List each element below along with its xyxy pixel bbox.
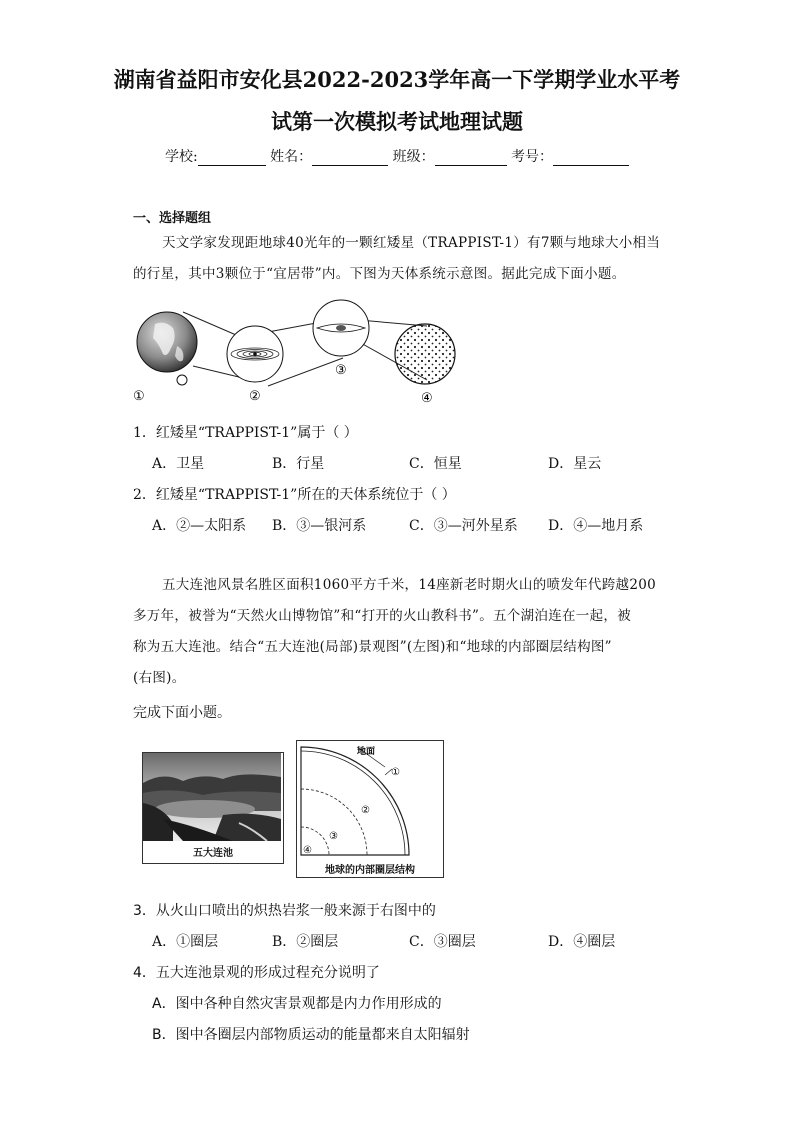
question-3-stem: 3．从火山口喷出的炽热岩浆一般来源于右图中的 [133, 903, 436, 919]
passage2-line4: (右图)。 [133, 670, 186, 686]
class-blank[interactable] [435, 151, 507, 166]
galaxy-icon [313, 300, 369, 356]
solar-system-icon [227, 326, 283, 382]
q3-option-d[interactable]: D．④圈层 [548, 934, 616, 950]
figure1-label-4: ④ [421, 391, 433, 406]
universe-icon [395, 324, 455, 384]
q3-option-b[interactable]: B．②圈层 [272, 934, 339, 950]
wudalianchi-photo-frame [142, 752, 284, 864]
name-blank[interactable] [312, 151, 388, 166]
layer-label-3: ③ [329, 831, 338, 842]
q1-option-c[interactable]: C．恒星 [409, 456, 462, 472]
q4-option-a[interactable]: A．图中各种自然灾害景观都是内力作用形成的 [152, 996, 442, 1012]
wudalianchi-landscape-image [143, 753, 281, 841]
earth-layers-diagram-frame [296, 740, 444, 878]
q1-option-b[interactable]: B．行星 [272, 456, 325, 472]
q1-option-d[interactable]: D．星云 [548, 456, 602, 472]
passage2-line1: 五大连池风景名胜区面积1060平方千米，14座新老时期火山的喷发年代跨越200 [162, 577, 657, 593]
passage1-line2: 的行星，其中3颗位于“宜居带”内。下图为天体系统示意图。据此完成下面小题。 [133, 266, 626, 282]
surface-label: 地面 [357, 747, 376, 757]
passage2-line3: 称为五大连池。结合“五大连池(局部)景观图”(左图)和“地球的内部圈层结构图” [133, 639, 612, 655]
q1-option-a[interactable]: A．卫星 [152, 456, 205, 472]
moon-icon [177, 375, 187, 385]
exam-no-label: 考号： [511, 149, 554, 165]
q2-option-a[interactable]: A．②—太阳系 [152, 518, 247, 534]
question-4-stem: 4．五大连池景观的形成过程充分说明了 [133, 965, 380, 981]
earth-globe-icon [137, 312, 197, 372]
passage1-line1: 天文学家发现距地球40光年的一颗红矮星（TRAPPIST-1）有7颗与地球大小相当 [162, 235, 661, 251]
school-label: 学校: [164, 149, 198, 165]
figure1-label-1: ① [133, 389, 145, 404]
passage2-line5: 完成下面小题。 [133, 705, 231, 721]
class-label: 班级： [392, 149, 435, 165]
student-info-line [0, 146, 794, 166]
photo-caption: 五大连池 [193, 848, 233, 859]
celestial-system-figure [133, 296, 473, 408]
q4-option-b[interactable]: B．图中各圈层内部物质运动的能量都来自太阳辐射 [152, 1027, 470, 1043]
question-2-stem: 2．红矮星“TRAPPIST-1”所在的天体系统位于（ ） [133, 487, 456, 503]
name-label: 姓名： [270, 149, 313, 165]
section-heading: 一、选择题组 [133, 211, 212, 226]
earth-layers-diagram [297, 741, 443, 859]
q3-option-c[interactable]: C．③圈层 [409, 934, 476, 950]
page-title: 湖南省益阳市安化县2022-2023学年高一下学期学业水平考 [113, 67, 681, 92]
exam-no-blank[interactable] [553, 151, 629, 166]
passage2-line2: 多万年，被誉为“天然火山博物馆”和“打开的火山教科书”。五个湖泊连在一起，被 [133, 608, 632, 624]
q2-option-c[interactable]: C．③—河外星系 [409, 518, 518, 534]
q3-option-a[interactable]: A．①圈层 [152, 934, 219, 950]
layer-label-4: ④ [303, 845, 312, 856]
layer-label-1: ① [391, 767, 400, 778]
figure1-label-2: ② [249, 389, 261, 404]
page-title-line2: 试第一次模拟考试地理试题 [271, 109, 523, 134]
layer-label-2: ② [361, 805, 370, 816]
diagram-caption: 地球的内部圈层结构 [325, 865, 415, 876]
question-1-stem: 1．红矮星“TRAPPIST-1”属于（ ） [133, 425, 358, 441]
q2-option-b[interactable]: B．③—银河系 [272, 518, 367, 534]
q2-option-d[interactable]: D．④—地月系 [548, 518, 644, 534]
figure1-label-3: ③ [335, 363, 347, 378]
school-blank[interactable] [198, 151, 266, 166]
